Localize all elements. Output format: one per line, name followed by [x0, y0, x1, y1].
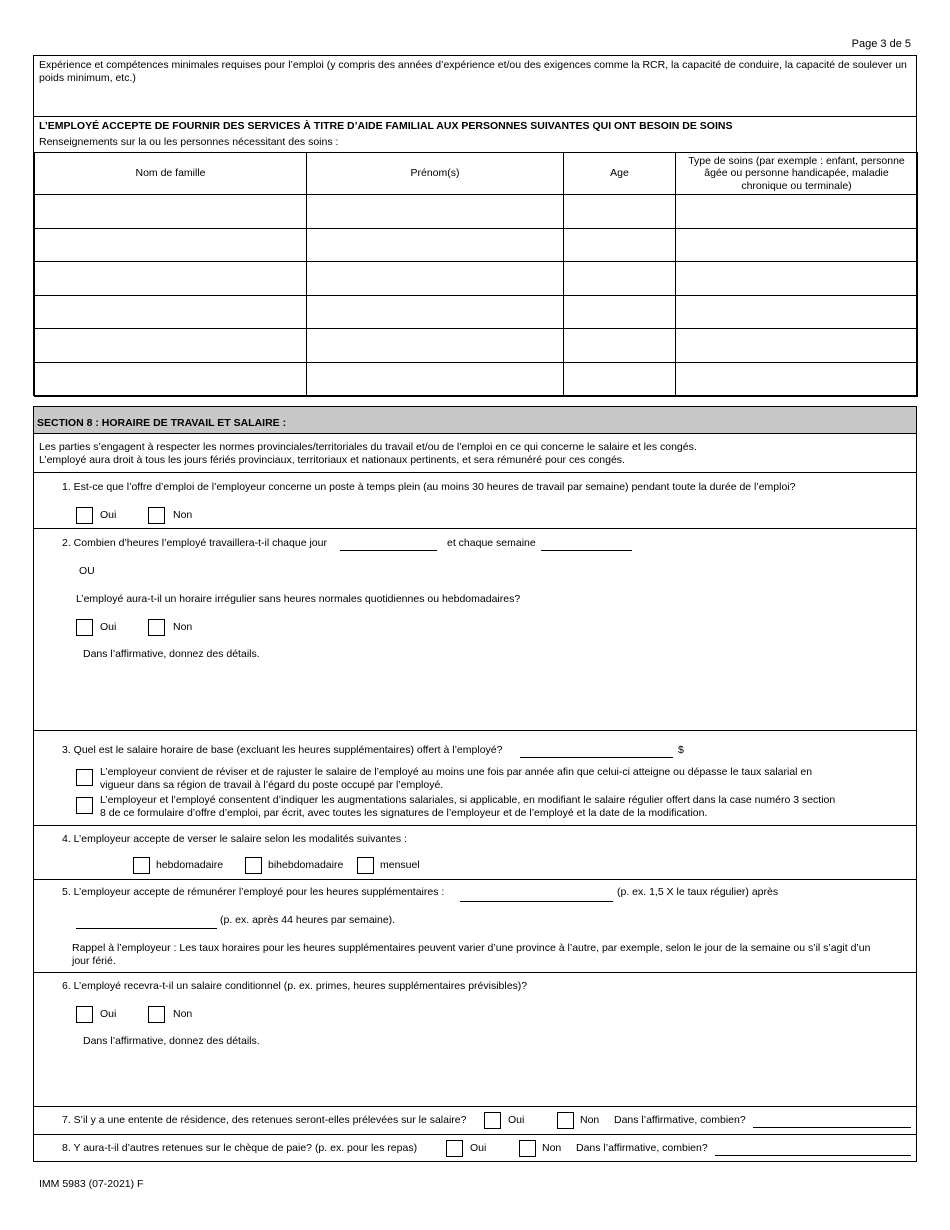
first-name-cell[interactable]	[307, 262, 564, 296]
first-name-cell[interactable]	[307, 228, 564, 262]
divider	[34, 972, 916, 973]
divider	[34, 1106, 916, 1107]
q6-no-label: Non	[173, 1008, 193, 1020]
care-type-cell[interactable]	[676, 362, 918, 396]
section-8-header	[34, 407, 916, 434]
age-cell[interactable]	[564, 362, 676, 396]
q1-yes-checkbox[interactable]	[76, 507, 93, 524]
monthly-label: mensuel	[380, 859, 420, 871]
q2-week-label: et chaque semaine	[447, 537, 536, 549]
q5-threshold-hint: (p. ex. après 44 heures par semaine).	[220, 914, 396, 926]
q4-label: 4. L’employeur accepte de verser le salaire selon les modalités suivantes :	[62, 833, 407, 845]
q3-opt1-line2: vigueur dans sa région de travail à l’égard du poste occupé par l’employé.	[100, 779, 444, 791]
q8-yes-label: Oui	[470, 1142, 487, 1154]
table-row	[35, 195, 918, 229]
first-name-cell[interactable]	[307, 362, 564, 396]
care-recipients-table	[34, 152, 918, 397]
form-id: IMM 5983 (07-2021) F	[39, 1178, 144, 1190]
last-name-cell[interactable]	[35, 295, 307, 329]
hours-per-day-field[interactable]	[340, 550, 437, 551]
last-name-cell[interactable]	[35, 262, 307, 296]
table-row	[35, 228, 918, 262]
q6-yes-checkbox[interactable]	[76, 1006, 93, 1023]
divider	[34, 1134, 916, 1135]
care-type-cell[interactable]	[676, 329, 918, 363]
first-name-cell[interactable]	[307, 329, 564, 363]
q2-yes-label: Oui	[100, 621, 117, 633]
q7-no-checkbox[interactable]	[557, 1112, 574, 1129]
q3-label: 3. Quel est le salaire horaire de base (excluant les heures supplémentaires) offert à l’employé?	[62, 744, 503, 756]
q5-reminder-line2: jour férié.	[72, 955, 116, 967]
section-8-intro-2: L’employé aura droit à tous les jours fériés provinciaux, territoriaux et nationaux pertinents, et sera rémunéré pour ces congés.	[39, 454, 625, 466]
monthly-checkbox[interactable]	[357, 857, 374, 874]
q3-opt1-line1: L’employeur convient de réviser et de rajuster le salaire de l’employé au moins une fois par année afin que celui-ci atteigne ou dépasse le taux salarial en	[100, 766, 813, 778]
q1-yes-label: Oui	[100, 509, 117, 521]
q3-currency: $	[678, 744, 684, 756]
q3-opt2-line2: 8 de ce formulaire d’offre d’emploi, par écrit, avec toutes les signatures de l’employeur et de l’employé et la date de la modification.	[100, 807, 708, 819]
overtime-threshold-field[interactable]	[76, 928, 217, 929]
q5-rate-hint: (p. ex. 1,5 X le taux régulier) après	[617, 886, 779, 898]
q7-no-label: Non	[580, 1114, 600, 1126]
age-cell[interactable]	[564, 228, 676, 262]
last-name-cell[interactable]	[35, 228, 307, 262]
last-name-cell[interactable]	[35, 362, 307, 396]
care-type-cell[interactable]	[676, 195, 918, 229]
table-row	[35, 329, 918, 363]
q6-details-label: Dans l’affirmative, donnez des détails.	[83, 1035, 260, 1047]
q8-no-checkbox[interactable]	[519, 1140, 536, 1157]
hours-per-week-field[interactable]	[541, 550, 632, 551]
age-cell[interactable]	[564, 262, 676, 296]
caregiving-subheading: Renseignements sur la ou les personnes nécessitant des soins :	[39, 136, 339, 148]
q1-label: 1. Est-ce que l’offre d’emploi de l’employeur concerne un poste à temps plein (au moins 30 heures de travail par semaine) pendant toute la durée de l’emploi?	[62, 481, 796, 493]
biweekly-label: bihebdomadaire	[268, 859, 344, 871]
divider	[34, 730, 916, 731]
age-cell[interactable]	[564, 329, 676, 363]
last-name-cell[interactable]	[35, 329, 307, 363]
divider	[34, 528, 916, 529]
section-8-intro-1: Les parties s’engagent à respecter les normes provinciales/territoriales du travail et/ou de l’emploi en ce qui concerne le salaire et les congés.	[39, 441, 697, 453]
weekly-checkbox[interactable]	[133, 857, 150, 874]
q7-amount-field[interactable]	[753, 1127, 911, 1128]
q7-yes-checkbox[interactable]	[484, 1112, 501, 1129]
table-header-row	[35, 153, 918, 195]
page-number: Page 3 de 5	[851, 38, 911, 50]
q8-label: 8. Y aura-t-il d’autres retenues sur le chèque de paie? (p. ex. pour les repas)	[62, 1142, 418, 1154]
col-care-type: Type de soins (par exemple : enfant, personne âgée ou personne handicapée, maladie chronique ou terminale)	[676, 153, 918, 195]
experience-divider	[34, 116, 916, 117]
q6-yes-label: Oui	[100, 1008, 117, 1020]
care-type-cell[interactable]	[676, 295, 918, 329]
care-type-cell[interactable]	[676, 228, 918, 262]
last-name-cell[interactable]	[35, 195, 307, 229]
q1-no-checkbox[interactable]	[148, 507, 165, 524]
hourly-wage-field[interactable]	[520, 757, 673, 758]
q8-amount-field[interactable]	[715, 1155, 911, 1156]
q2-yes-checkbox[interactable]	[76, 619, 93, 636]
q8-yes-checkbox[interactable]	[446, 1140, 463, 1157]
caregiving-heading: L’EMPLOYÉ ACCEPTE DE FOURNIR DES SERVICES À TITRE D’AIDE FAMILIAL AUX PERSONNES SUIVANTES QUI ONT BESOIN DE SOINS	[39, 120, 733, 132]
q5-label: 5. L’employeur accepte de rémunérer l’employé pour les heures supplémentaires :	[62, 886, 445, 898]
col-last-name: Nom de famille	[35, 153, 307, 195]
q3-wage-review-checkbox[interactable]	[76, 769, 93, 786]
table-row	[35, 362, 918, 396]
section-8-title: SECTION 8 : HORAIRE DE TRAVAIL ET SALAIRE :	[37, 416, 287, 429]
table-row	[35, 262, 918, 296]
q1-no-label: Non	[173, 509, 193, 521]
divider	[34, 825, 916, 826]
age-cell[interactable]	[564, 295, 676, 329]
q2-details-label: Dans l’affirmative, donnez des détails.	[83, 648, 260, 660]
q6-no-checkbox[interactable]	[148, 1006, 165, 1023]
first-name-cell[interactable]	[307, 195, 564, 229]
q2-no-checkbox[interactable]	[148, 619, 165, 636]
q7-amount-label: Dans l’affirmative, combien?	[614, 1114, 746, 1126]
divider	[34, 472, 916, 473]
experience-label: Expérience et compétences minimales requises pour l’emploi (y compris des années d’expérience et/ou des exigences comme la RCR, la capacité de conduire, la capacité de soulever un poids minimum, etc.)	[39, 59, 907, 85]
q5-reminder-line1: Rappel à l’employeur : Les taux horaires pour les heures supplémentaires peuvent varier d’une province à l’autre, par exemple, selon le jour de la semaine ou s’il s’agit d’un	[72, 942, 871, 954]
divider	[34, 879, 916, 880]
q8-amount-label: Dans l’affirmative, combien?	[576, 1142, 708, 1154]
q2-or-label: OU	[79, 565, 95, 577]
q2-irregular-label: L’employé aura-t-il un horaire irrégulier sans heures normales quotidiennes ou hebdomadaires?	[76, 593, 521, 605]
table-row	[35, 295, 918, 329]
first-name-cell[interactable]	[307, 295, 564, 329]
q3-wage-increase-checkbox[interactable]	[76, 797, 93, 814]
q3-opt2-line1: L’employeur et l’employé consentent d’indiquer les augmentations salariales, si applicable, en modifiant le salaire régulier offert dans la case numéro 3 section	[100, 794, 836, 806]
biweekly-checkbox[interactable]	[245, 857, 262, 874]
age-cell[interactable]	[564, 195, 676, 229]
weekly-label: hebdomadaire	[156, 859, 224, 871]
col-first-name: Prénom(s)	[307, 153, 564, 195]
q8-no-label: Non	[542, 1142, 562, 1154]
q7-yes-label: Oui	[508, 1114, 525, 1126]
q2-label: 2. Combien d’heures l’employé travaillera-t-il chaque jour	[62, 537, 327, 549]
q6-label: 6. L’employé recevra-t-il un salaire conditionnel (p. ex. primes, heures supplémentaires prévisibles)?	[62, 980, 528, 992]
q2-no-label: Non	[173, 621, 193, 633]
care-type-cell[interactable]	[676, 262, 918, 296]
col-age: Age	[564, 153, 676, 195]
q7-label: 7. S’il y a une entente de résidence, des retenues seront-elles prélevées sur le salaire?	[62, 1114, 467, 1126]
overtime-rate-field[interactable]	[460, 901, 613, 902]
